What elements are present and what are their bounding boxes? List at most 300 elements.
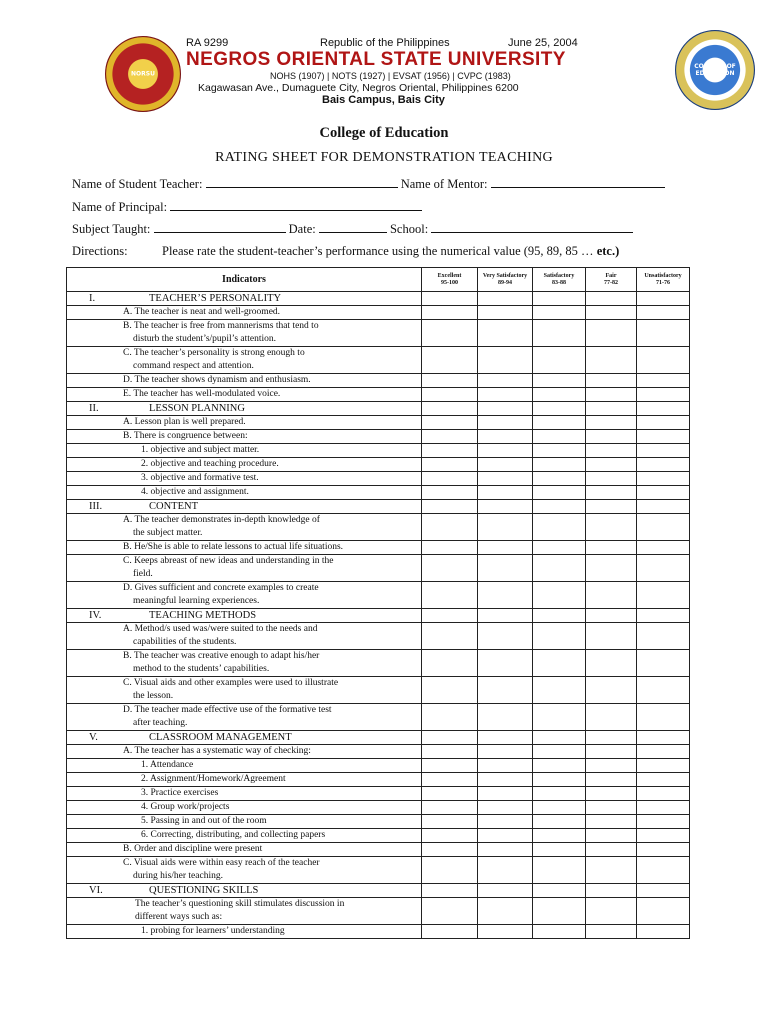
- rating-cell[interactable]: [478, 623, 533, 650]
- rating-cell[interactable]: [637, 801, 690, 815]
- section-row: [67, 500, 690, 514]
- principal-blank[interactable]: [170, 199, 422, 211]
- rating-cell[interactable]: [478, 745, 533, 759]
- rating-cell[interactable]: [637, 884, 690, 898]
- rating-cell[interactable]: [422, 898, 478, 925]
- rating-cell[interactable]: [422, 650, 478, 677]
- rating-cell[interactable]: [422, 843, 478, 857]
- rating-cell[interactable]: [422, 292, 478, 306]
- rating-cell[interactable]: [533, 430, 586, 444]
- indicator-line: D. The teacher shows dynamism and enthusiasm.: [123, 375, 311, 385]
- rating-cell[interactable]: [422, 623, 478, 650]
- rating-cell[interactable]: [586, 731, 637, 745]
- indicator-line: 2. objective and teaching procedure.: [141, 459, 279, 469]
- indicator-line: B. The teacher is free from mannerisms that tend to: [123, 321, 319, 331]
- indicator-row: [67, 650, 690, 677]
- student-teacher-label: Name of Student Teacher:: [72, 177, 203, 191]
- rating-cell[interactable]: [637, 582, 690, 609]
- indicator-row: [67, 677, 690, 704]
- rating-cell[interactable]: [478, 582, 533, 609]
- indicator-row: [67, 320, 690, 347]
- rating-cell[interactable]: [422, 306, 478, 320]
- rating-cell[interactable]: [637, 623, 690, 650]
- rating-cell[interactable]: [586, 347, 637, 374]
- rating-cell[interactable]: [478, 320, 533, 347]
- section-row: [67, 609, 690, 623]
- rating-cell[interactable]: [422, 416, 478, 430]
- student-teacher-line: [72, 176, 665, 192]
- section-heading: [67, 884, 422, 898]
- indicator-row: [67, 829, 690, 843]
- indicator-row: [67, 787, 690, 801]
- rating-cell[interactable]: [422, 514, 478, 541]
- indicator-line: 1. probing for learners’ understanding: [141, 926, 285, 936]
- rating-cell[interactable]: [586, 514, 637, 541]
- rating-cell[interactable]: [533, 801, 586, 815]
- rating-cell[interactable]: [478, 555, 533, 582]
- rating-cell[interactable]: [533, 884, 586, 898]
- rating-col-header: Unsatisfactory 71-76: [637, 268, 690, 292]
- rating-cell[interactable]: [533, 731, 586, 745]
- rating-cell[interactable]: [637, 773, 690, 787]
- indicator-continuation: the subject matter.: [133, 528, 203, 538]
- rating-cell[interactable]: [533, 541, 586, 555]
- indicator-text: [67, 843, 422, 857]
- rating-cell[interactable]: [478, 704, 533, 731]
- rating-cell[interactable]: [478, 884, 533, 898]
- rating-cell[interactable]: [637, 292, 690, 306]
- rating-cell[interactable]: [478, 898, 533, 925]
- rating-cell[interactable]: [586, 430, 637, 444]
- rating-cell[interactable]: [422, 472, 478, 486]
- indicator-row: [67, 444, 690, 458]
- rating-cell[interactable]: [478, 416, 533, 430]
- indicator-row: [67, 458, 690, 472]
- university-seal-logo: NORSU: [105, 36, 181, 112]
- indicator-line: 3. Practice exercises: [141, 788, 219, 798]
- rating-cell[interactable]: [422, 320, 478, 347]
- indicator-row: [67, 857, 690, 884]
- rating-cell[interactable]: [533, 374, 586, 388]
- founding-schools: NOHS (1907) | NOTS (1927) | EVSAT (1956) | CVPC (1983): [270, 71, 511, 81]
- rating-cell[interactable]: [422, 486, 478, 500]
- rating-cell[interactable]: [586, 582, 637, 609]
- indicator-row: [67, 704, 690, 731]
- section-title: LESSON PLANNING: [149, 403, 245, 414]
- student-teacher-blank[interactable]: [206, 176, 398, 188]
- rating-cell[interactable]: [637, 458, 690, 472]
- rating-cell[interactable]: [422, 704, 478, 731]
- indicator-line: A. The teacher demonstrates in-depth knowledge of: [123, 515, 320, 525]
- letterhead: [0, 30, 768, 110]
- rating-cell[interactable]: [533, 555, 586, 582]
- rating-cell[interactable]: [533, 650, 586, 677]
- indicator-text: [67, 582, 422, 609]
- indicator-line: B. There is congruence between:: [123, 431, 248, 441]
- rating-cell[interactable]: [637, 555, 690, 582]
- principal-label: Name of Principal:: [72, 200, 168, 214]
- rating-cell[interactable]: [533, 787, 586, 801]
- indicator-text: [67, 787, 422, 801]
- rating-cell[interactable]: [533, 925, 586, 939]
- rating-cell[interactable]: [637, 925, 690, 939]
- rating-cell[interactable]: [586, 884, 637, 898]
- rating-cell[interactable]: [637, 815, 690, 829]
- indicator-line: D. The teacher made effective use of the formative test: [123, 705, 332, 715]
- indicator-text: [67, 898, 422, 925]
- university-name: NEGROS ORIENTAL STATE UNIVERSITY: [186, 49, 566, 70]
- rating-cell[interactable]: [478, 374, 533, 388]
- rating-cell[interactable]: [637, 500, 690, 514]
- rating-cell[interactable]: [478, 388, 533, 402]
- indicator-row: [67, 815, 690, 829]
- rating-cell[interactable]: [533, 609, 586, 623]
- indicator-continuation: method to the students’ capabilities.: [133, 664, 270, 674]
- rating-cell[interactable]: [637, 829, 690, 843]
- rating-cell[interactable]: [478, 609, 533, 623]
- date-label: Date:: [288, 222, 316, 236]
- indicator-text: [67, 388, 422, 402]
- rating-cell[interactable]: [586, 374, 637, 388]
- rating-cell[interactable]: [478, 430, 533, 444]
- rating-cell[interactable]: [422, 402, 478, 416]
- rating-cell[interactable]: [533, 416, 586, 430]
- indicator-row: [67, 843, 690, 857]
- rating-cell[interactable]: [533, 292, 586, 306]
- indicator-text: [67, 555, 422, 582]
- rating-cell[interactable]: [478, 292, 533, 306]
- indicator-continuation: after teaching.: [133, 718, 188, 728]
- directions-label: Directions:: [72, 244, 128, 258]
- rating-cell[interactable]: [478, 458, 533, 472]
- rating-cell[interactable]: [422, 731, 478, 745]
- rating-cell[interactable]: [533, 486, 586, 500]
- rating-cell[interactable]: [637, 416, 690, 430]
- indicator-line: 2. Assignment/Homework/Agreement: [141, 774, 286, 784]
- indicator-line: 5. Passing in and out of the room: [141, 816, 267, 826]
- section-heading: [67, 609, 422, 623]
- college-title: College of Education: [319, 125, 449, 141]
- rating-cell[interactable]: [586, 555, 637, 582]
- rating-cell[interactable]: [637, 787, 690, 801]
- college-of-education-logo: COLLEGE OF EDUCATION: [675, 30, 755, 110]
- mentor-blank[interactable]: [491, 176, 665, 188]
- indicators-header: Indicators: [67, 268, 422, 292]
- rating-cell[interactable]: [478, 500, 533, 514]
- rating-cell[interactable]: [422, 541, 478, 555]
- rating-cell[interactable]: [586, 745, 637, 759]
- rating-cell[interactable]: [586, 609, 637, 623]
- school-blank[interactable]: [431, 221, 633, 233]
- rating-cell[interactable]: [533, 623, 586, 650]
- indicator-row: [67, 388, 690, 402]
- rating-cell[interactable]: [533, 500, 586, 514]
- subject-label: Subject Taught:: [72, 222, 151, 236]
- rating-cell[interactable]: [478, 773, 533, 787]
- rating-cell[interactable]: [637, 704, 690, 731]
- section-row: [67, 402, 690, 416]
- rating-cell[interactable]: [637, 306, 690, 320]
- section-number: III.: [89, 501, 103, 512]
- rating-cell[interactable]: [422, 857, 478, 884]
- indicator-row: [67, 306, 690, 320]
- indicator-row: [67, 472, 690, 486]
- indicator-row: [67, 745, 690, 759]
- section-title: TEACHING METHODS: [149, 610, 257, 621]
- rating-cell[interactable]: [586, 623, 637, 650]
- rating-cell[interactable]: [586, 801, 637, 815]
- rating-cell[interactable]: [637, 609, 690, 623]
- rating-cell[interactable]: [422, 500, 478, 514]
- rating-cell[interactable]: [478, 815, 533, 829]
- school-label: School:: [389, 222, 429, 236]
- rating-cell[interactable]: [586, 320, 637, 347]
- rating-cell[interactable]: [586, 500, 637, 514]
- rating-cell[interactable]: [478, 650, 533, 677]
- rating-cell[interactable]: [637, 402, 690, 416]
- rating-cell[interactable]: [533, 347, 586, 374]
- rating-cell[interactable]: [533, 829, 586, 843]
- rating-cell[interactable]: [533, 704, 586, 731]
- rating-col-header: Fair 77-82: [586, 268, 637, 292]
- indicator-continuation: different ways such as:: [135, 912, 223, 922]
- indicator-text: [67, 857, 422, 884]
- rating-cell[interactable]: [586, 829, 637, 843]
- rating-cell[interactable]: [533, 402, 586, 416]
- rating-cell[interactable]: [586, 402, 637, 416]
- rating-cell[interactable]: [533, 472, 586, 486]
- rating-cell[interactable]: [586, 486, 637, 500]
- rating-cell[interactable]: [478, 444, 533, 458]
- university-address: Kagawasan Ave., Dumaguete City, Negros Oriental, Philippines 6200: [198, 82, 519, 94]
- rating-cell[interactable]: [637, 843, 690, 857]
- rating-cell[interactable]: [586, 773, 637, 787]
- rating-cell[interactable]: [533, 843, 586, 857]
- rating-cell[interactable]: [533, 815, 586, 829]
- indicator-continuation: meaningful learning experiences.: [133, 596, 260, 606]
- rating-cell[interactable]: [422, 787, 478, 801]
- indicator-text: [67, 347, 422, 374]
- section-heading: [67, 731, 422, 745]
- campus-name: Bais Campus, Bais City: [322, 94, 445, 106]
- rating-cell[interactable]: [586, 416, 637, 430]
- rating-cell[interactable]: [586, 704, 637, 731]
- rating-cell[interactable]: [422, 884, 478, 898]
- rating-cell[interactable]: [478, 843, 533, 857]
- indicator-line: 6. Correcting, distributing, and collecting papers: [141, 830, 326, 840]
- republic-text: Republic of the Philippines: [320, 37, 450, 49]
- rating-cell[interactable]: [533, 857, 586, 884]
- rating-cell[interactable]: [586, 292, 637, 306]
- indicator-row: [67, 759, 690, 773]
- indicator-text: [67, 320, 422, 347]
- indicator-line: The teacher’s questioning skill stimulates discussion in: [135, 899, 345, 909]
- rating-cell[interactable]: [478, 677, 533, 704]
- indicator-text: [67, 444, 422, 458]
- rating-cell[interactable]: [422, 609, 478, 623]
- section-title: QUESTIONING SKILLS: [149, 885, 259, 896]
- rating-cell[interactable]: [422, 458, 478, 472]
- rating-cell[interactable]: [586, 388, 637, 402]
- rating-cell[interactable]: [533, 306, 586, 320]
- rating-cell[interactable]: [422, 773, 478, 787]
- header-date: June 25, 2004: [508, 37, 578, 49]
- rating-cell[interactable]: [478, 541, 533, 555]
- section-title: CONTENT: [149, 501, 198, 512]
- indicator-line: 3. objective and formative test.: [141, 473, 259, 483]
- rating-cell[interactable]: [637, 374, 690, 388]
- rating-cell[interactable]: [637, 388, 690, 402]
- indicator-row: [67, 541, 690, 555]
- rating-cell[interactable]: [637, 541, 690, 555]
- indicator-row: [67, 486, 690, 500]
- rating-cell[interactable]: [478, 829, 533, 843]
- rating-cell[interactable]: [422, 374, 478, 388]
- rating-cell[interactable]: [422, 388, 478, 402]
- rating-cell[interactable]: [478, 731, 533, 745]
- rating-cell[interactable]: [422, 444, 478, 458]
- rating-cell[interactable]: [478, 514, 533, 541]
- indicator-row: [67, 347, 690, 374]
- rating-cell[interactable]: [586, 677, 637, 704]
- section-row: [67, 731, 690, 745]
- rating-cell[interactable]: [533, 759, 586, 773]
- indicator-line: B. He/She is able to relate lessons to actual life situations.: [123, 542, 344, 552]
- rating-cell[interactable]: [422, 347, 478, 374]
- rating-cell[interactable]: [478, 472, 533, 486]
- indicator-text: [67, 472, 422, 486]
- rating-cell[interactable]: [478, 402, 533, 416]
- rating-cell[interactable]: [586, 815, 637, 829]
- rating-cell[interactable]: [586, 843, 637, 857]
- table-header-row: [67, 268, 690, 292]
- rating-cell[interactable]: [586, 759, 637, 773]
- indicator-continuation: during his/her teaching.: [133, 871, 223, 881]
- indicator-line: C. The teacher’s personality is strong enough to: [123, 348, 305, 358]
- rating-col-header: Very Satisfactory 89-94: [478, 268, 533, 292]
- rating-cell[interactable]: [637, 898, 690, 925]
- section-heading: [67, 500, 422, 514]
- rating-cell[interactable]: [422, 677, 478, 704]
- indicator-text: [67, 623, 422, 650]
- rating-cell[interactable]: [533, 458, 586, 472]
- section-heading: [67, 292, 422, 306]
- rating-cell[interactable]: [478, 787, 533, 801]
- rating-cell[interactable]: [422, 555, 478, 582]
- rating-cell[interactable]: [422, 815, 478, 829]
- section-number: II.: [89, 403, 99, 414]
- indicator-line: C. Visual aids were within easy reach of the teacher: [123, 858, 320, 868]
- rating-cell[interactable]: [422, 829, 478, 843]
- indicator-line: B. The teacher was creative enough to adapt his/her: [123, 651, 320, 661]
- rating-cell[interactable]: [533, 773, 586, 787]
- indicator-text: [67, 704, 422, 731]
- indicator-text: [67, 745, 422, 759]
- rating-cell[interactable]: [637, 472, 690, 486]
- rating-cell[interactable]: [637, 444, 690, 458]
- rating-col-header: Satisfactory 83-88: [533, 268, 586, 292]
- directions-etc: etc.): [596, 244, 620, 258]
- rating-cell[interactable]: [637, 514, 690, 541]
- rating-cell[interactable]: [586, 898, 637, 925]
- rating-cell[interactable]: [637, 857, 690, 884]
- rating-cell[interactable]: [637, 486, 690, 500]
- indicator-line: E. The teacher has well-modulated voice.: [123, 389, 281, 399]
- rating-cell[interactable]: [637, 731, 690, 745]
- date-blank[interactable]: [319, 221, 387, 233]
- indicator-row: [67, 430, 690, 444]
- indicator-line: 4. objective and assignment.: [141, 487, 249, 497]
- rating-cell[interactable]: [422, 430, 478, 444]
- rating-cell[interactable]: [586, 857, 637, 884]
- section-title: CLASSROOM MANAGEMENT: [149, 732, 292, 743]
- rating-cell[interactable]: [533, 320, 586, 347]
- rating-cell[interactable]: [478, 486, 533, 500]
- indicator-line: 4. Group work/projects: [141, 802, 230, 812]
- rating-cell[interactable]: [637, 320, 690, 347]
- rating-cell[interactable]: [637, 430, 690, 444]
- indicator-text: [67, 514, 422, 541]
- rating-cell[interactable]: [637, 347, 690, 374]
- rating-cell[interactable]: [478, 306, 533, 320]
- section-heading: [67, 402, 422, 416]
- rating-cell[interactable]: [478, 347, 533, 374]
- rating-cell[interactable]: [422, 759, 478, 773]
- rating-cell[interactable]: [637, 759, 690, 773]
- rating-cell[interactable]: [478, 801, 533, 815]
- rating-cell[interactable]: [422, 801, 478, 815]
- rating-cell[interactable]: [533, 677, 586, 704]
- indicator-text: [67, 829, 422, 843]
- rating-cell[interactable]: [586, 650, 637, 677]
- rating-cell[interactable]: [422, 745, 478, 759]
- rating-cell[interactable]: [586, 472, 637, 486]
- subject-line: [72, 221, 633, 237]
- rating-cell[interactable]: [586, 306, 637, 320]
- rating-cell[interactable]: [586, 541, 637, 555]
- rating-cell[interactable]: [533, 745, 586, 759]
- rating-cell[interactable]: [586, 787, 637, 801]
- rating-cell[interactable]: [422, 925, 478, 939]
- indicator-row: [67, 773, 690, 787]
- rating-cell[interactable]: [422, 582, 478, 609]
- subject-blank[interactable]: [154, 221, 286, 233]
- rating-cell[interactable]: [637, 677, 690, 704]
- rating-cell[interactable]: [586, 925, 637, 939]
- rating-cell[interactable]: [586, 444, 637, 458]
- indicator-row: [67, 582, 690, 609]
- rating-cell[interactable]: [637, 745, 690, 759]
- indicator-row: [67, 555, 690, 582]
- rating-cell[interactable]: [586, 458, 637, 472]
- rating-cell[interactable]: [478, 759, 533, 773]
- rating-cell[interactable]: [478, 925, 533, 939]
- mentor-label: Name of Mentor:: [400, 177, 488, 191]
- rating-cell[interactable]: [637, 650, 690, 677]
- rating-cell[interactable]: [533, 444, 586, 458]
- section-number: VI.: [89, 885, 103, 896]
- indicator-line: B. Order and discipline were present: [123, 844, 263, 854]
- rating-cell[interactable]: [533, 582, 586, 609]
- rating-cell[interactable]: [478, 857, 533, 884]
- indicator-continuation: capabilities of the students.: [133, 637, 237, 647]
- sheet-title: RATING SHEET FOR DEMONSTRATION TEACHING: [215, 150, 553, 165]
- rating-cell[interactable]: [533, 514, 586, 541]
- section-number: V.: [89, 732, 98, 743]
- rating-cell[interactable]: [533, 898, 586, 925]
- rating-cell[interactable]: [533, 388, 586, 402]
- indicator-row: [67, 925, 690, 939]
